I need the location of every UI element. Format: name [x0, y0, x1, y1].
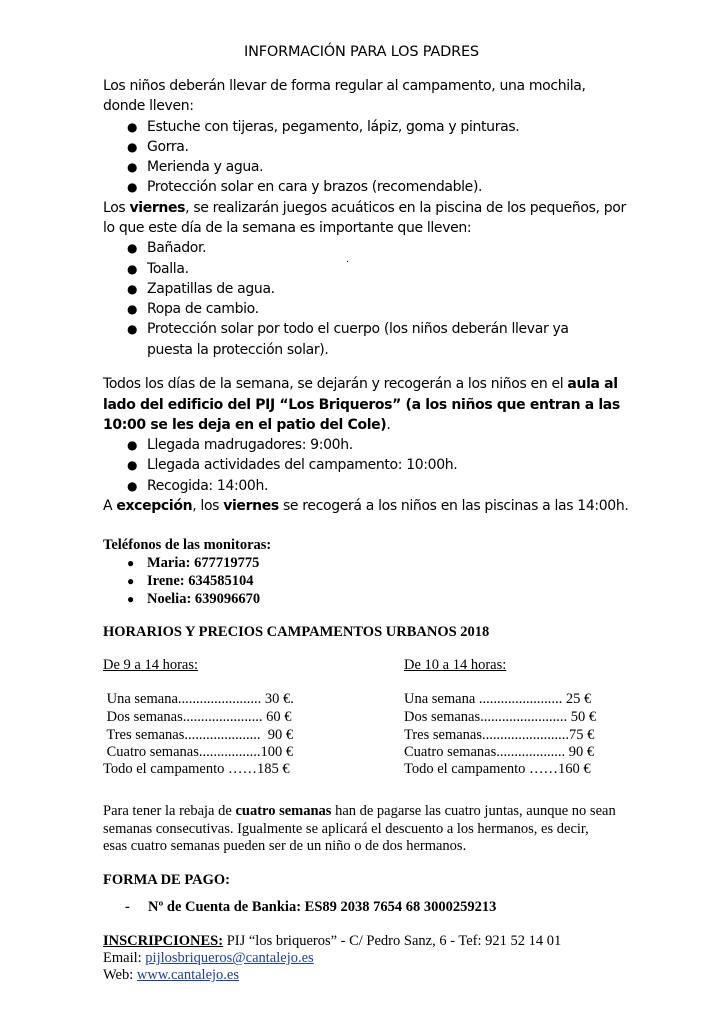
bank-account: Nº de Cuenta de Bankia: ES89 2038 7654 68 3000259213: [148, 899, 497, 915]
bullet-icon: ●: [127, 479, 138, 493]
registration-line: INSCRIPCIONES: PIJ “los briqueros” - C/ Pedro Sanz, 6 - Tef: 921 52 14 01: [103, 933, 562, 949]
email-link[interactable]: pijlosbriqueros@cantalejo.es: [145, 950, 314, 966]
bullet-icon: ●: [127, 282, 138, 296]
friday-line-1: Los viernes, se realizarán juegos acuáticos en la piscina de los pequeños, por: [103, 200, 626, 216]
plan-a-row: Una semana....................... 30 €.: [103, 691, 294, 707]
bullet-icon: ●: [127, 262, 138, 276]
bullet-icon: ●: [127, 322, 138, 336]
discount-line-1: Para tener la rebaja de cuatro semanas han de pagarse las cuatro juntas, aunque no sean: [103, 803, 616, 819]
bullet-icon: ●: [127, 574, 135, 588]
bullet-icon: ●: [127, 438, 138, 452]
plan-b-row: Tres semanas........................75 €: [404, 727, 595, 743]
plan-b-row: Una semana ....................... 25 €: [404, 691, 592, 707]
exception-line: A excepción, los viernes se recogerá a los niños en las piscinas a las 14:00h.: [103, 498, 629, 514]
daily-line-2: lado del edificio del PIJ “Los Briqueros” (a los niños que entran a las: [103, 397, 620, 413]
plan-b-row: Dos semanas........................ 50 €: [404, 709, 597, 725]
intro-line-1: Los niños deberán llevar de forma regular al campamento, una mochila,: [103, 78, 586, 94]
bullet-icon: ●: [127, 458, 138, 472]
plan-a-row: Cuatro semanas.................100 €: [103, 744, 294, 760]
stray-dot: .: [346, 254, 349, 265]
friday-line-2: lo que este día de la semana es importante que lleven:: [103, 220, 472, 236]
plan-b-row: Cuatro semanas................... 90 €: [404, 744, 595, 760]
web-link[interactable]: www.cantalejo.es: [136, 967, 240, 983]
payment-heading: FORMA DE PAGO:: [103, 872, 230, 888]
intro-line-2: donde lleven:: [103, 98, 194, 114]
bullet-icon: ●: [127, 592, 135, 606]
plan-a-row: Tres semanas..................... 90 €: [103, 727, 294, 743]
bullet-icon: ●: [127, 160, 138, 174]
daily-line-3: 10:00 se les deja en el patio del Cole).: [103, 417, 391, 433]
plan-a-row: Todo el campamento ……185 €: [103, 761, 290, 777]
bullet-icon: ●: [127, 241, 138, 255]
discount-line-2: semanas consecutivas. Igualmente se aplicará el descuento a los hermanos, es decir,: [103, 821, 589, 837]
email-line: Email: pijlosbriqueros@cantalejo.es: [103, 950, 314, 966]
page-title: INFORMACIÓN PARA LOS PADRES: [244, 44, 479, 60]
discount-line-3: esas cuatro semanas pueden ser de un niño o de dos hermanos.: [103, 838, 467, 854]
prices-heading: HORARIOS Y PRECIOS CAMPAMENTOS URBANOS 2018: [103, 624, 490, 640]
plan-b-heading: De 10 a 14 horas:: [404, 657, 507, 673]
document-page: INFORMACIÓN PARA LOS PADRES Los niños deberán llevar de forma regular al campamento, una mochila, donde lleven: ● Estuche con tijeras, pegamento, lápiz, goma y pinturas. ● Gorra. ● Merienda y agua. ● Protección solar en cara y brazos (recomendable). Los viernes, se realizarán juegos acuáticos en la piscina de los pequeños, por lo que este día de la semana es importante que lleven: ● Bañador. . ● Toalla. ● Zapatillas de agua. ● Ropa de cambio. ● Protección solar por todo el cuerpo (los niños deberán llevar ya puesta la protección solar). Todos los días de la semana, se dejarán y recogerán a los niños en el aula al lado del edificio del PIJ “Los Briqueros” (a los niños que entran a las 10:00 se les deja en el patio del Cole). ● Llegada madrugadores: 9:00h. ● Llegada actividades del campamento: 10:00h. ● Recogida: 14:00h. A excepción, los viernes se recogerá a los niños en las piscinas a las 14:00h. Teléfonos de las monitoras: ● Maria: 677719775 ● Irene: 634585104 ● Noelia: 639096670 HORARIOS Y PRECIOS CAMPAMENTOS URBANOS 2018 De 9 a 14 horas: Una semana....................... 30 €. Dos semanas...................... 60 € Tres semanas..................... 90 € Cuatro semanas.................100 € Todo el campamento ……185 € De 10 a 14 horas: Una semana ....................... 25 € Dos semanas........................ 50 € Tres semanas........................75 € Cuatro semanas................... 90 € Todo el campamento ……160 € Para tener la rebaja de cuatro semanas han de pagarse las cuatro juntas, aunque no sean semanas consecutivas. Igualmente se aplicará el descuento a los hermanos, es decir, esas cuatro semanas pueden ser de un niño o de dos hermanos. FORMA DE PAGO: - Nº de Cuenta de Bankia: ES89 2038 7654 68 3000259213 INSCRIPCIONES: PIJ “los briqueros” - C/ Pedro Sanz, 6 - Tef: 921 52 14 01 Email: pijlosbriqueros@cantalejo.es Web: www.cantalejo.es: [0, 0, 723, 1024]
dash-icon: -: [125, 899, 130, 915]
plan-a-row: Dos semanas...................... 60 €: [103, 709, 292, 725]
bullet-icon: ●: [127, 120, 138, 134]
bullet-icon: ●: [127, 556, 135, 570]
list-item-continuation: puesta la protección solar).: [147, 342, 329, 358]
bullet-icon: ●: [127, 302, 138, 316]
bullet-icon: ●: [127, 180, 138, 194]
daily-line-1: Todos los días de la semana, se dejarán y recogerán a los niños en el aula al: [103, 376, 618, 392]
plan-a-heading: De 9 a 14 horas:: [103, 657, 199, 673]
web-line: Web: www.cantalejo.es: [103, 967, 240, 983]
bullet-icon: ●: [127, 140, 138, 154]
phones-heading: Teléfonos de las monitoras:: [103, 537, 272, 553]
plan-b-row: Todo el campamento ……160 €: [404, 761, 591, 777]
